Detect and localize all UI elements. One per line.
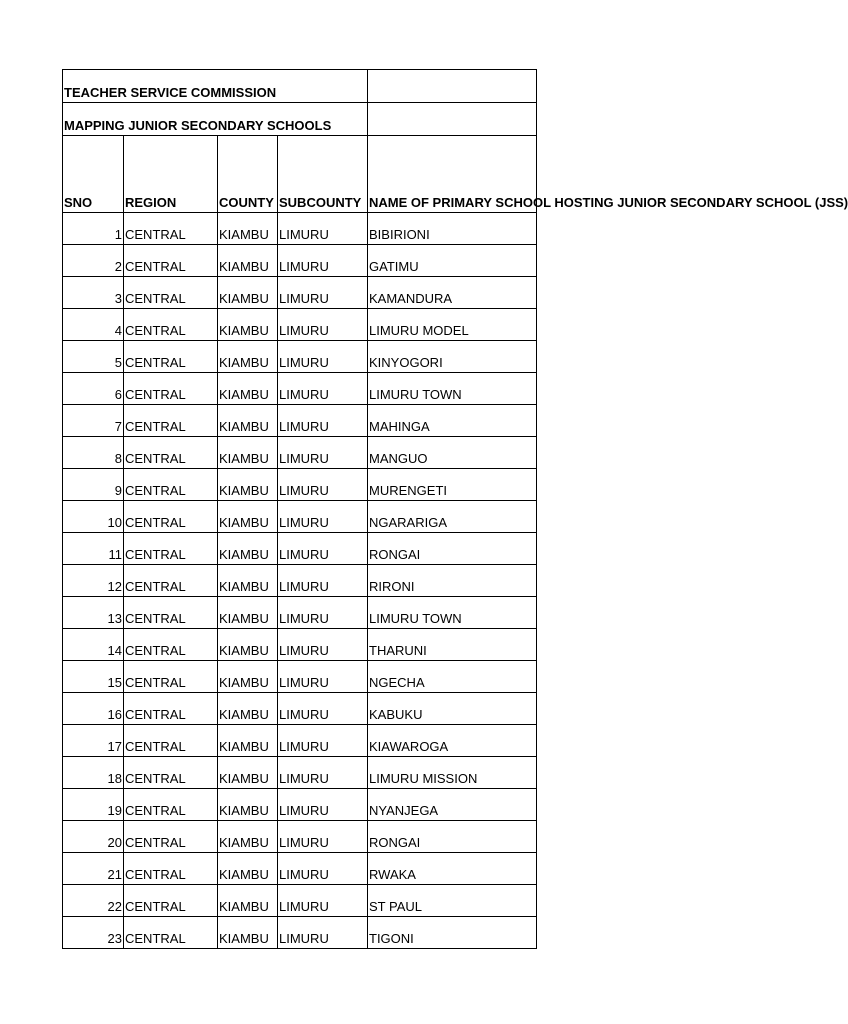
cell-region: CENTRAL [124,309,218,341]
cell-sno: 12 [63,565,124,597]
cell-region: CENTRAL [124,469,218,501]
cell-school-name: THARUNI [368,629,537,661]
cell-region: CENTRAL [124,245,218,277]
title-row-1 [63,70,537,103]
cell-school-name: KABUKU [368,693,537,725]
cell-subcounty: LIMURU [278,917,368,949]
cell-school-name: MANGUO [368,437,537,469]
cell-sno: 15 [63,661,124,693]
cell-county: KIAMBU [218,597,278,629]
sheet-subtitle: MAPPING JUNIOR SECONDARY SCHOOLS [63,103,368,136]
header-sno: SNO [63,136,124,213]
column-header-row [63,136,537,213]
cell-region: CENTRAL [124,501,218,533]
cell-region: CENTRAL [124,693,218,725]
cell-subcounty: LIMURU [278,661,368,693]
table-row [63,245,537,277]
cell-region: CENTRAL [124,917,218,949]
cell-school-name: KIAWAROGA [368,725,537,757]
table-row [63,533,537,565]
empty-cell [368,70,537,103]
cell-region: CENTRAL [124,341,218,373]
sheet-title: TEACHER SERVICE COMMISSION [63,70,368,103]
cell-school-name: NYANJEGA [368,789,537,821]
cell-sno: 4 [63,309,124,341]
cell-school-name: GATIMU [368,245,537,277]
cell-county: KIAMBU [218,501,278,533]
table-row [63,373,537,405]
cell-subcounty: LIMURU [278,629,368,661]
cell-county: KIAMBU [218,757,278,789]
cell-region: CENTRAL [124,277,218,309]
cell-school-name: RWAKA [368,853,537,885]
table-row [63,885,537,917]
cell-sno: 21 [63,853,124,885]
jss-mapping-table [62,69,848,949]
cell-subcounty: LIMURU [278,245,368,277]
table-row [63,789,537,821]
table-row [63,501,537,533]
cell-sno: 5 [63,341,124,373]
cell-sno: 10 [63,501,124,533]
cell-subcounty: LIMURU [278,565,368,597]
cell-region: CENTRAL [124,437,218,469]
cell-sno: 2 [63,245,124,277]
cell-subcounty: LIMURU [278,373,368,405]
cell-county: KIAMBU [218,693,278,725]
table-row [63,821,537,853]
cell-county: KIAMBU [218,629,278,661]
cell-county: KIAMBU [218,885,278,917]
cell-subcounty: LIMURU [278,309,368,341]
cell-school-name: LIMURU TOWN [368,373,537,405]
table-row [63,725,537,757]
spreadsheet-page [62,69,848,949]
cell-county: KIAMBU [218,533,278,565]
cell-school-name: ST PAUL [368,885,537,917]
header-subcounty: SUBCOUNTY [278,136,368,213]
table-row [63,629,537,661]
empty-cell [368,103,537,136]
cell-region: CENTRAL [124,597,218,629]
cell-school-name: LIMURU MODEL [368,309,537,341]
cell-school-name: NGECHA [368,661,537,693]
cell-subcounty: LIMURU [278,725,368,757]
cell-region: CENTRAL [124,885,218,917]
cell-region: CENTRAL [124,757,218,789]
cell-region: CENTRAL [124,213,218,245]
cell-subcounty: LIMURU [278,501,368,533]
cell-sno: 8 [63,437,124,469]
table-row [63,757,537,789]
cell-region: CENTRAL [124,565,218,597]
cell-county: KIAMBU [218,341,278,373]
cell-school-name: LIMURU MISSION [368,757,537,789]
cell-county: KIAMBU [218,565,278,597]
cell-region: CENTRAL [124,661,218,693]
cell-sno: 9 [63,469,124,501]
cell-region: CENTRAL [124,789,218,821]
header-region: REGION [124,136,218,213]
cell-subcounty: LIMURU [278,789,368,821]
cell-county: KIAMBU [218,789,278,821]
cell-sno: 20 [63,821,124,853]
cell-subcounty: LIMURU [278,469,368,501]
table-row [63,437,537,469]
cell-sno: 17 [63,725,124,757]
cell-sno: 23 [63,917,124,949]
cell-school-name: KAMANDURA [368,277,537,309]
cell-sno: 3 [63,277,124,309]
cell-school-name: RONGAI [368,533,537,565]
cell-school-name: BIBIRIONI [368,213,537,245]
cell-sno: 13 [63,597,124,629]
title-row-2 [63,103,537,136]
table-row [63,213,537,245]
cell-sno: 19 [63,789,124,821]
cell-school-name: KINYOGORI [368,341,537,373]
cell-subcounty: LIMURU [278,341,368,373]
cell-county: KIAMBU [218,405,278,437]
cell-county: KIAMBU [218,725,278,757]
cell-subcounty: LIMURU [278,405,368,437]
cell-region: CENTRAL [124,533,218,565]
cell-subcounty: LIMURU [278,885,368,917]
table-row [63,405,537,437]
cell-subcounty: LIMURU [278,437,368,469]
cell-subcounty: LIMURU [278,277,368,309]
table-row [63,309,537,341]
cell-sno: 14 [63,629,124,661]
cell-region: CENTRAL [124,629,218,661]
cell-county: KIAMBU [218,373,278,405]
cell-school-name: NGARARIGA [368,501,537,533]
cell-county: KIAMBU [218,437,278,469]
cell-county: KIAMBU [218,277,278,309]
cell-region: CENTRAL [124,725,218,757]
table-row [63,917,537,949]
cell-subcounty: LIMURU [278,821,368,853]
cell-school-name: RONGAI [368,821,537,853]
cell-county: KIAMBU [218,917,278,949]
cell-subcounty: LIMURU [278,853,368,885]
cell-sno: 1 [63,213,124,245]
cell-school-name: LIMURU TOWN [368,597,537,629]
cell-sno: 16 [63,693,124,725]
header-school-name: NAME OF PRIMARY SCHOOL HOSTING JUNIOR SECONDARY SCHOOL (JSS) [368,136,537,213]
table-row [63,469,537,501]
table-row [63,277,537,309]
cell-sno: 7 [63,405,124,437]
cell-region: CENTRAL [124,405,218,437]
cell-subcounty: LIMURU [278,597,368,629]
cell-school-name: MAHINGA [368,405,537,437]
table-row [63,853,537,885]
table-row [63,597,537,629]
cell-subcounty: LIMURU [278,757,368,789]
cell-school-name: MURENGETI [368,469,537,501]
cell-subcounty: LIMURU [278,693,368,725]
cell-region: CENTRAL [124,373,218,405]
table-row [63,661,537,693]
cell-county: KIAMBU [218,661,278,693]
cell-sno: 18 [63,757,124,789]
cell-school-name: RIRONI [368,565,537,597]
cell-county: KIAMBU [218,213,278,245]
cell-county: KIAMBU [218,821,278,853]
cell-subcounty: LIMURU [278,213,368,245]
cell-county: KIAMBU [218,309,278,341]
cell-county: KIAMBU [218,853,278,885]
cell-sno: 6 [63,373,124,405]
cell-county: KIAMBU [218,469,278,501]
header-county: COUNTY [218,136,278,213]
table-row [63,341,537,373]
table-row [63,565,537,597]
cell-school-name: TIGONI [368,917,537,949]
cell-sno: 22 [63,885,124,917]
table-row [63,693,537,725]
cell-subcounty: LIMURU [278,533,368,565]
cell-region: CENTRAL [124,821,218,853]
cell-county: KIAMBU [218,245,278,277]
cell-region: CENTRAL [124,853,218,885]
cell-sno: 11 [63,533,124,565]
